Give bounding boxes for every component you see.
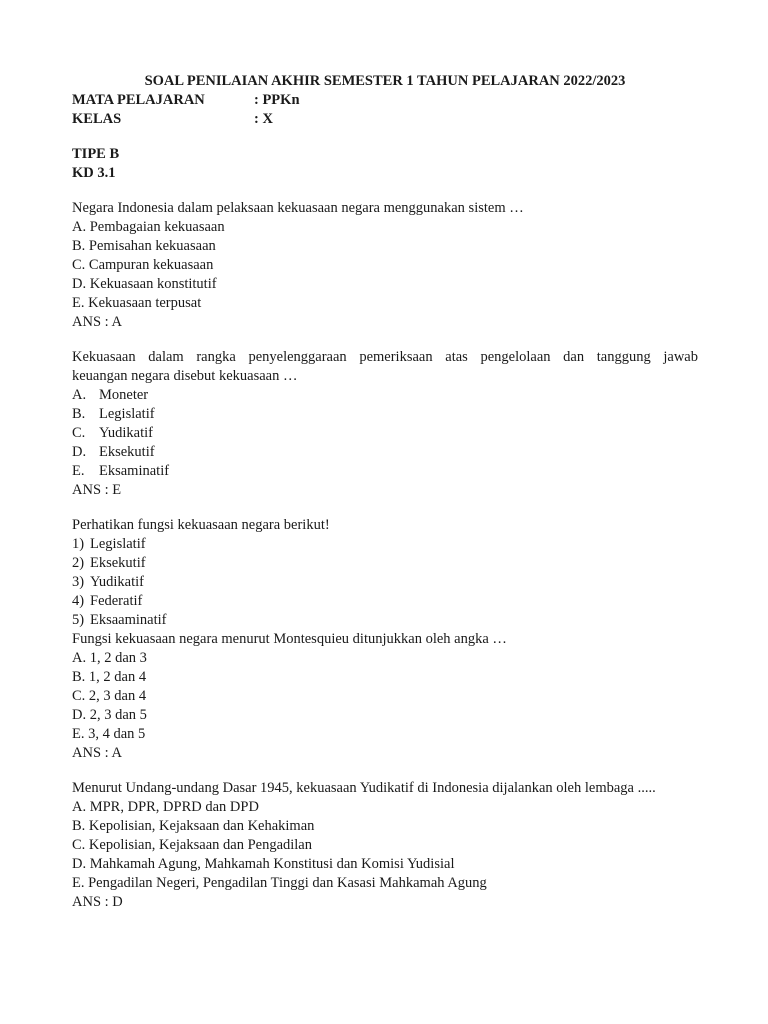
item-text: Legislatif xyxy=(90,536,146,552)
item-number: 4) xyxy=(72,593,85,609)
option-text: Moneter xyxy=(99,387,149,403)
class-value: : X xyxy=(254,111,273,127)
option-a xyxy=(72,386,698,405)
item-number: 5) xyxy=(72,612,85,628)
kd-label: KD 3.1 xyxy=(72,165,116,181)
item-number: 1) xyxy=(72,536,85,552)
option-key: E. xyxy=(72,463,85,479)
list-item-2 xyxy=(72,554,698,573)
list-item-1 xyxy=(72,535,698,554)
option-e: E. Kekuasaan terpusat xyxy=(72,295,202,311)
option-key: D. xyxy=(72,444,87,460)
question-3 xyxy=(72,516,698,763)
option-d: D. Kekuasaan konstitutif xyxy=(72,276,217,292)
item-text: Eksaaminatif xyxy=(90,612,167,628)
item-number: 3) xyxy=(72,574,85,590)
option-text: Yudikatif xyxy=(99,425,153,441)
option-b: B. Kepolisian, Kejaksaan dan Kehakiman xyxy=(72,818,315,834)
question-2 xyxy=(72,348,698,500)
question-1 xyxy=(72,199,698,332)
option-b: B. 1, 2 dan 4 xyxy=(72,669,147,685)
option-c: C. Kepolisian, Kejaksaan dan Pengadilan xyxy=(72,837,312,853)
option-c: C. 2, 3 dan 4 xyxy=(72,688,147,704)
option-a: A. 1, 2 dan 3 xyxy=(72,650,147,666)
subject-value: : PPKn xyxy=(254,92,300,108)
option-b xyxy=(72,405,698,424)
list-item-5 xyxy=(72,611,698,630)
option-key: A. xyxy=(72,387,87,403)
option-e xyxy=(72,462,698,481)
option-text: Eksekutif xyxy=(99,444,155,460)
subject-row xyxy=(72,91,698,110)
subject-label: MATA PELAJARAN xyxy=(72,92,205,108)
option-a: A. Pembagaian kekuasaan xyxy=(72,219,225,235)
question-text: Menurut Undang-undang Dasar 1945, kekuasaan Yudikatif di Indonesia dijalankan oleh lembaga ..... xyxy=(72,780,656,796)
question-text: Fungsi kekuasaan negara menurut Montesquieu ditunjukkan oleh angka … xyxy=(72,631,507,647)
option-a: A. MPR, DPR, DPRD dan DPD xyxy=(72,799,259,815)
item-text: Yudikatif xyxy=(90,574,144,590)
question-text-line-1: Kekuasaan dalam rangka penyelenggaraan pemeriksaan atas pengelolaan dan tanggung jawab xyxy=(72,349,698,365)
test-type: TIPE B xyxy=(72,146,120,162)
list-item-4 xyxy=(72,592,698,611)
option-d: D. 2, 3 dan 5 xyxy=(72,707,147,723)
class-label: KELAS xyxy=(72,111,122,127)
option-key: C. xyxy=(72,425,86,441)
item-text: Federatif xyxy=(90,593,143,609)
option-c: C. Campuran kekuasaan xyxy=(72,257,214,273)
option-c xyxy=(72,424,698,443)
option-d: D. Mahkamah Agung, Mahkamah Konstitusi dan Komisi Yudisial xyxy=(72,856,455,872)
question-text: Negara Indonesia dalam pelaksaan kekuasaan negara menggunakan sistem … xyxy=(72,200,524,216)
option-e: E. 3, 4 dan 5 xyxy=(72,726,146,742)
option-e: E. Pengadilan Negeri, Pengadilan Tinggi dan Kasasi Mahkamah Agung xyxy=(72,875,487,891)
document-title: SOAL PENILAIAN AKHIR SEMESTER 1 TAHUN PELAJARAN 2022/2023 xyxy=(144,73,626,89)
item-number: 2) xyxy=(72,555,85,571)
option-text: Legislatif xyxy=(99,406,155,422)
answer: ANS : D xyxy=(72,894,123,910)
answer: ANS : A xyxy=(72,745,122,761)
question-text-line-2: keuangan negara disebut kekuasaan … xyxy=(72,368,298,384)
option-key: B. xyxy=(72,406,86,422)
option-text: Eksaminatif xyxy=(99,463,170,479)
item-text: Eksekutif xyxy=(90,555,146,571)
list-item-3 xyxy=(72,573,698,592)
answer: ANS : A xyxy=(72,314,122,330)
document-page xyxy=(72,72,698,912)
question-intro: Perhatikan fungsi kekuasaan negara berikut! xyxy=(72,517,330,533)
option-b: B. Pemisahan kekuasaan xyxy=(72,238,216,254)
answer: ANS : E xyxy=(72,482,122,498)
class-row xyxy=(72,110,698,129)
option-d xyxy=(72,443,698,462)
question-4 xyxy=(72,779,698,912)
